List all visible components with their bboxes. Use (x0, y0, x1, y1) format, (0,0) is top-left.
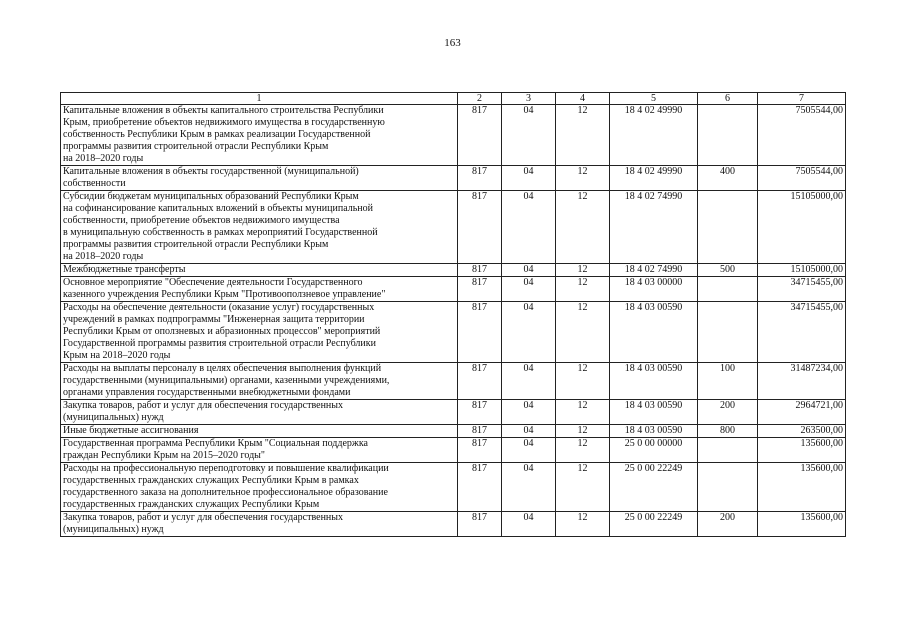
row-name: Капитальные вложения в объекты государственной (муниципальной) собственности (61, 166, 458, 191)
row-amount: 34715455,00 (758, 277, 846, 302)
row-ministry-code: 817 (458, 277, 502, 302)
row-ministry-code: 817 (458, 363, 502, 400)
table-row (61, 425, 846, 438)
row-subsection: 12 (556, 264, 610, 277)
row-target-article: 18 4 03 00000 (610, 277, 698, 302)
row-section: 04 (502, 400, 556, 425)
header-col-3: 3 (502, 93, 556, 105)
row-subsection: 12 (556, 363, 610, 400)
row-amount: 263500,00 (758, 425, 846, 438)
row-subsection: 12 (556, 438, 610, 463)
table-row (61, 363, 846, 400)
row-subsection: 12 (556, 277, 610, 302)
row-name: Иные бюджетные ассигнования (61, 425, 458, 438)
row-amount: 135600,00 (758, 512, 846, 537)
row-amount: 2964721,00 (758, 400, 846, 425)
row-amount: 135600,00 (758, 438, 846, 463)
row-target-article: 18 4 02 74990 (610, 264, 698, 277)
row-subsection: 12 (556, 400, 610, 425)
row-subsection: 12 (556, 512, 610, 537)
row-subsection: 12 (556, 425, 610, 438)
row-expense-type (698, 277, 758, 302)
row-section: 04 (502, 264, 556, 277)
row-section: 04 (502, 425, 556, 438)
row-target-article: 25 0 00 22249 (610, 512, 698, 537)
row-name: Закупка товаров, работ и услуг для обеспечения государственных (муниципальных) нужд (61, 400, 458, 425)
row-section: 04 (502, 105, 556, 166)
row-target-article: 18 4 02 49990 (610, 105, 698, 166)
table-row (61, 277, 846, 302)
header-col-2: 2 (458, 93, 502, 105)
row-ministry-code: 817 (458, 166, 502, 191)
row-target-article: 18 4 03 00590 (610, 425, 698, 438)
table-row (61, 512, 846, 537)
row-name: Расходы на профессиональную переподготовку и повышение квалификации государственных гражданских служащих Республики Крым в рамках государственного заказа на дополнительное профессиональное образование государственных гражданских служащих Республики Крым (61, 463, 458, 512)
row-ministry-code: 817 (458, 105, 502, 166)
row-amount: 135600,00 (758, 463, 846, 512)
header-col-1: 1 (61, 93, 458, 105)
header-row (61, 93, 846, 105)
row-ministry-code: 817 (458, 425, 502, 438)
row-expense-type (698, 302, 758, 363)
row-subsection: 12 (556, 105, 610, 166)
row-target-article: 18 4 02 74990 (610, 191, 698, 264)
row-amount: 15105000,00 (758, 191, 846, 264)
row-section: 04 (502, 363, 556, 400)
row-expense-type (698, 463, 758, 512)
row-expense-type: 200 (698, 512, 758, 537)
row-name: Межбюджетные трансферты (61, 264, 458, 277)
row-section: 04 (502, 191, 556, 264)
row-expense-type (698, 438, 758, 463)
header-col-5: 5 (610, 93, 698, 105)
page-number: 163 (444, 37, 461, 49)
row-name: Основное мероприятие "Обеспечение деятельности Государственного казенного учреждения Республики Крым "Противооползневое управление" (61, 277, 458, 302)
row-expense-type: 200 (698, 400, 758, 425)
row-subsection: 12 (556, 463, 610, 512)
row-ministry-code: 817 (458, 463, 502, 512)
row-name: Расходы на выплаты персоналу в целях обеспечения выполнения функций государственными (муниципальными) органами, казенными учреждениями, органами управления государственными внебюджетными фондами (61, 363, 458, 400)
row-amount: 7505544,00 (758, 105, 846, 166)
row-section: 04 (502, 512, 556, 537)
table-row (61, 191, 846, 264)
budget-table (60, 92, 846, 537)
header-col-6: 6 (698, 93, 758, 105)
row-ministry-code: 817 (458, 264, 502, 277)
table-row (61, 463, 846, 512)
row-target-article: 25 0 00 22249 (610, 463, 698, 512)
row-target-article: 18 4 02 49990 (610, 166, 698, 191)
table-row (61, 264, 846, 277)
row-section: 04 (502, 302, 556, 363)
row-expense-type: 500 (698, 264, 758, 277)
row-expense-type: 400 (698, 166, 758, 191)
row-ministry-code: 817 (458, 302, 502, 363)
table-row (61, 105, 846, 166)
row-name: Государственная программа Республики Крым "Социальная поддержка граждан Республики Крым на 2015–2020 годы" (61, 438, 458, 463)
row-expense-type (698, 191, 758, 264)
row-expense-type: 100 (698, 363, 758, 400)
row-target-article: 18 4 03 00590 (610, 363, 698, 400)
header-col-4: 4 (556, 93, 610, 105)
row-amount: 31487234,00 (758, 363, 846, 400)
row-target-article: 18 4 03 00590 (610, 302, 698, 363)
table-row (61, 166, 846, 191)
row-amount: 34715455,00 (758, 302, 846, 363)
row-subsection: 12 (556, 166, 610, 191)
row-amount: 15105000,00 (758, 264, 846, 277)
row-amount: 7505544,00 (758, 166, 846, 191)
table-row (61, 400, 846, 425)
row-target-article: 25 0 00 00000 (610, 438, 698, 463)
row-ministry-code: 817 (458, 400, 502, 425)
row-section: 04 (502, 463, 556, 512)
row-expense-type (698, 105, 758, 166)
row-target-article: 18 4 03 00590 (610, 400, 698, 425)
row-subsection: 12 (556, 302, 610, 363)
row-expense-type: 800 (698, 425, 758, 438)
row-section: 04 (502, 277, 556, 302)
row-name: Капитальные вложения в объекты капитального строительства Республики Крым, приобретение объектов недвижимого имущества в государственную собственность Республики Крым в рамках реализации Государственной программы развития строительной отрасли Республики Крым на 2018–2020 годы (61, 105, 458, 166)
header-col-7: 7 (758, 93, 846, 105)
row-ministry-code: 817 (458, 438, 502, 463)
row-subsection: 12 (556, 191, 610, 264)
row-name: Субсидии бюджетам муниципальных образований Республики Крым на софинансирование капитальных вложений в объекты муниципальной собственности, приобретение объектов недвижимого имущества в муниципальную собственность в рамках мероприятий Государственной программы развития строительной отрасли Республики Крым на 2018–2020 годы (61, 191, 458, 264)
row-ministry-code: 817 (458, 512, 502, 537)
row-section: 04 (502, 438, 556, 463)
row-name: Закупка товаров, работ и услуг для обеспечения государственных (муниципальных) нужд (61, 512, 458, 537)
table-row (61, 302, 846, 363)
row-ministry-code: 817 (458, 191, 502, 264)
row-section: 04 (502, 166, 556, 191)
table-row (61, 438, 846, 463)
row-name: Расходы на обеспечение деятельности (оказание услуг) государственных учреждений в рамках подпрограммы "Инженерная защита территории Республики Крым от оползневых и абразионных процессов" мероприятий Государственной программы развития строительной отрасли Республики Крым на 2018–2020 годы (61, 302, 458, 363)
